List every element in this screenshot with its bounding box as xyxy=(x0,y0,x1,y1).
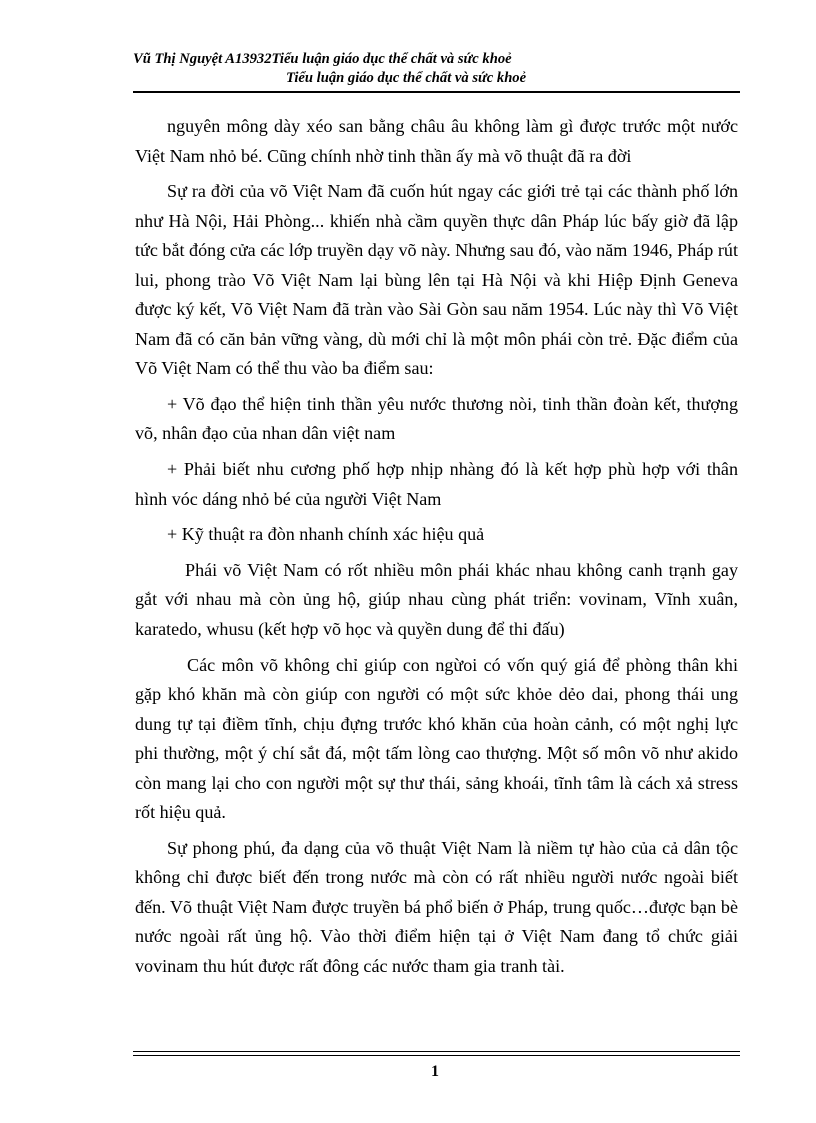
header-line-2: Tiểu luận giáo dục thể chất và sức khoẻ xyxy=(286,70,527,86)
paragraph: Phái võ Việt Nam có rốt nhiều môn phái khác nhau không canh trạnh gay gắt với nhau mà còn ủng hộ, giúp nhau cùng phát triển: vovinam, Vĩnh xuân, karatedo, whusu (kết hợp võ học và quyền dung để thi đấu) xyxy=(135,559,738,639)
bullet-paragraph: + Phải biết nhu cương phố hợp nhịp nhàng đó là kết hợp phù hợp với thân hình vóc dáng nhỏ bé của người Việt Nam xyxy=(135,459,738,509)
header-rule xyxy=(133,91,740,93)
footer-rule xyxy=(133,1051,740,1056)
header-line-1: Vũ Thị Nguyệt A13932Tiểu luận giáo dục thể chất và sức khoẻ xyxy=(133,51,512,67)
page-number: 1 xyxy=(431,1063,439,1080)
paragraph: Sự phong phú, đa dạng của võ thuật Việt Nam là niềm tự hào của cả dân tộc không chỉ được biết đến trong nước mà còn có rất nhiều người nước ngoài biết đến. Võ thuật Việt Nam được truyền bá phổ biến ở Pháp, trung quốc…được bạn bè nước ngoài rất ủng hộ. Vào thời điểm hiện tại ở Việt Nam đang tổ chức giải vovinam thu hút được rất đông các nước tham gia tranh tài. xyxy=(135,837,738,976)
bullet-paragraph: + Võ đạo thể hiện tinh thần yêu nước thương nòi, tinh thần đoàn kết, thượng võ, nhân đạo của nhan dân việt nam xyxy=(135,393,738,444)
page-header xyxy=(133,50,740,88)
bullet-paragraph: + Kỹ thuật ra đòn nhanh chính xác hiệu quả xyxy=(167,524,485,545)
paragraph: Các môn võ không chỉ giúp con ngừoi có vốn quý giá để phòng thân khi gặp khó khăn mà còn giúp con người có một sức khỏe dẻo dai, phong thái ung dung tự tại điềm tĩnh, chịu đựng trước khó khăn của hoàn cảnh, có một nghị lực phi thường, một ý chí sắt đá, một tấm lòng cao thượng. Một số môn võ như akido còn mang lại cho con người một sự thư thái, sảng khoái, tĩnh tâm là cách xả stress rốt hiệu quả. xyxy=(135,654,738,823)
paragraph: Sự ra đời của võ Việt Nam đã cuốn hút ngay các giới trẻ tại các thành phố lớn như Hà Nội, Hải Phòng... khiến nhà cầm quyền thực dân Pháp lúc bấy giờ đã lập tức bắt đóng cửa các lớp truyền dạy võ này. Nhưng sau đó, vào năm 1946, Pháp rút lui, phong trào Võ Việt Nam lại bùng lên tại Hà Nội và khi Hiệp Định Geneva được ký kết, Võ Việt Nam đã tràn vào Sài Gòn sau năm 1954. Lúc này thì Võ Việt Nam đã có căn bản vững vàng, dù mới chỉ là một môn phái còn trẻ. Đặc điểm của Võ Việt Nam có thể thu vào ba điểm sau: xyxy=(135,181,738,379)
paragraph: nguyên mông dày xéo san bằng châu âu không làm gì được trước một nước Việt Nam nhỏ bé. Cũng chính nhờ tinh thần ấy mà võ thuật đã ra đời xyxy=(135,116,738,166)
document-body xyxy=(135,112,738,988)
